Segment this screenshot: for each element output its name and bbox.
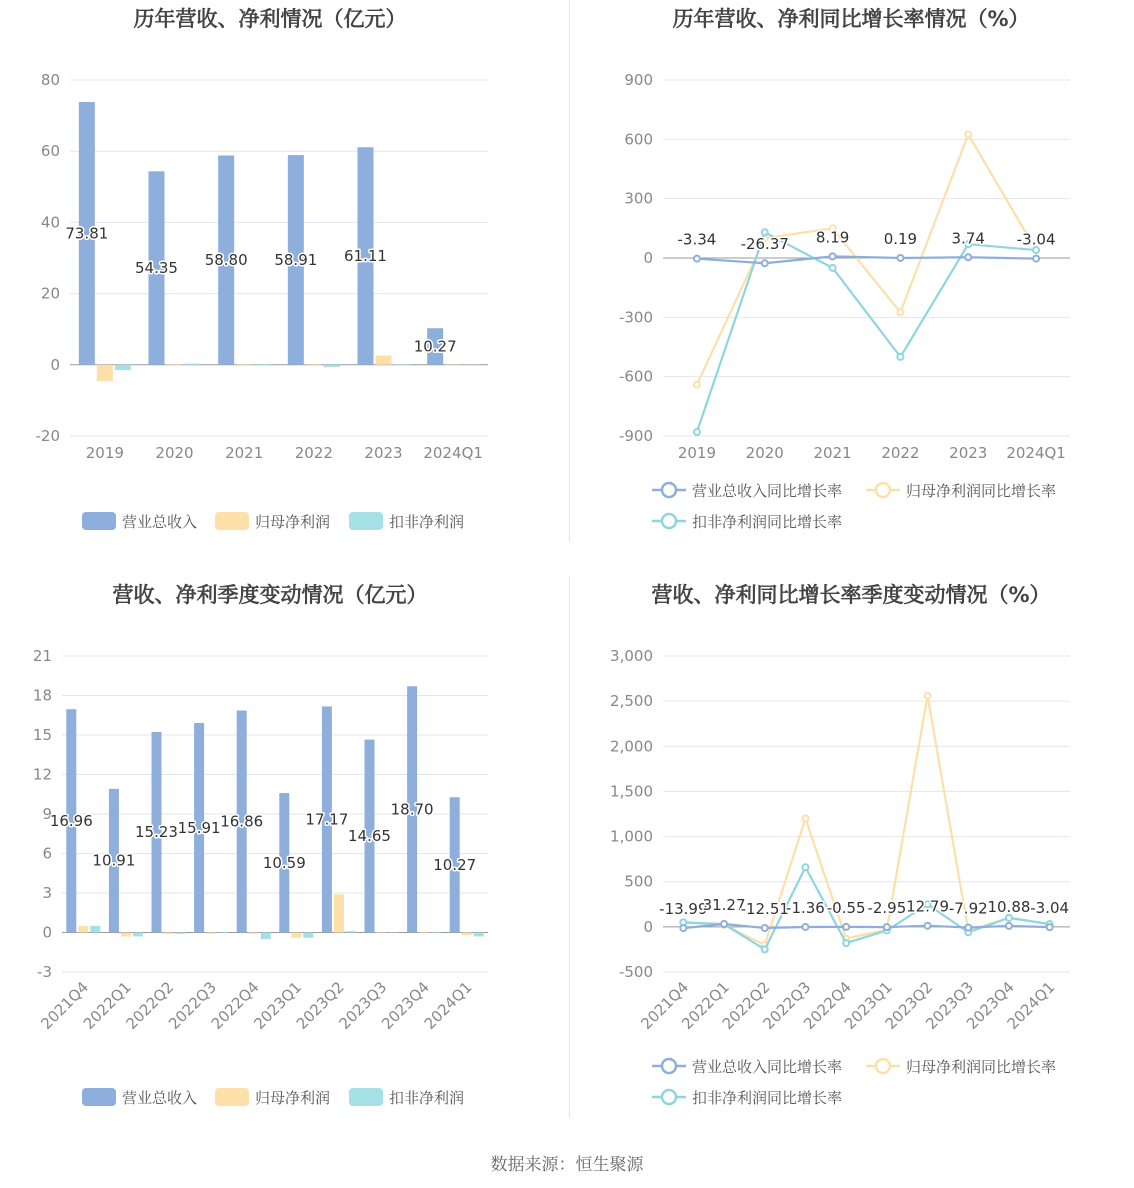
- point-revenue-growth: [721, 921, 727, 927]
- point-revenue-growth: [1006, 923, 1012, 929]
- data-label-revenue-growth: -7.92: [948, 899, 988, 918]
- bar-parent-net-profit: [97, 365, 113, 381]
- point-parent-net-profit-growth: [802, 816, 808, 822]
- bar-parent-net-profit: [419, 933, 429, 934]
- point-revenue-growth: [1033, 256, 1039, 262]
- legend-swatch: [215, 512, 249, 530]
- point-deducted-net-profit-growth: [897, 354, 903, 360]
- data-label-revenue-growth: -2.95: [867, 899, 907, 918]
- x-tick-label: 2024Q1: [1006, 444, 1066, 462]
- data-label-revenue: 10.27: [433, 855, 477, 874]
- y-tick-label: 0: [643, 249, 653, 267]
- line-revenue-growth: [683, 924, 1049, 928]
- chart-quarterly-growth-rate-svg: [567, 576, 1134, 1136]
- data-source-note: 数据来源：恒生聚源: [490, 1155, 644, 1175]
- bar-parent-net-profit: [206, 933, 216, 934]
- y-tick-label: 1,500: [610, 782, 653, 801]
- bar-parent-net-profit: [121, 933, 131, 937]
- bar-deducted-net-profit: [115, 365, 131, 370]
- chart-annual-growth-rate-svg: [567, 0, 1134, 560]
- y-tick-label: 20: [40, 284, 60, 303]
- x-tick-label: 2022Q1: [678, 978, 733, 1033]
- bar-deducted-net-profit: [261, 933, 271, 940]
- data-label-revenue: 16.96: [49, 811, 93, 830]
- legend-swatch: [215, 1088, 249, 1106]
- vertical-divider-bottom: [569, 576, 570, 1118]
- y-tick-label: -300: [618, 308, 653, 327]
- data-label-revenue-growth: -26.37: [740, 235, 789, 254]
- data-label-revenue-growth: 8.19: [815, 228, 850, 247]
- y-tick-label: 900: [624, 71, 653, 89]
- y-tick-label: 2,500: [610, 692, 653, 711]
- point-deducted-net-profit-growth: [802, 864, 808, 870]
- point-revenue-growth: [802, 924, 808, 930]
- bar-parent-net-profit: [376, 356, 392, 365]
- data-label-revenue: 15.91: [177, 818, 221, 837]
- x-tick-label: 2023Q3: [922, 978, 978, 1033]
- data-label-revenue-growth: 31.27: [702, 896, 746, 915]
- y-tick-label: 6: [42, 844, 52, 863]
- data-label-revenue: 10.27: [413, 337, 457, 356]
- bar-parent-net-profit: [306, 364, 322, 365]
- data-label-revenue: 16.86: [220, 812, 264, 831]
- bar-deducted-net-profit: [474, 933, 484, 937]
- point-revenue-growth: [925, 923, 931, 929]
- point-parent-net-profit-growth: [965, 131, 971, 137]
- y-tick-label: -20: [35, 427, 60, 445]
- legend-label: 营业总收入同比增长率: [692, 482, 843, 500]
- x-tick-label: 2023: [949, 444, 988, 462]
- chart-quarterly-growth-rate: [567, 576, 1134, 1146]
- bar-deducted-net-profit: [324, 365, 340, 367]
- y-tick-label: 600: [624, 130, 653, 149]
- data-label-revenue: 14.65: [348, 827, 391, 846]
- legend-label: 归母净利润同比增长率: [906, 482, 1057, 500]
- y-tick-label: 1,000: [610, 827, 653, 846]
- x-tick-label: 2024Q1: [1003, 978, 1059, 1033]
- point-deducted-net-profit-growth: [843, 940, 849, 946]
- y-tick-label: 3: [42, 884, 52, 902]
- x-tick-label: 2019: [677, 444, 717, 462]
- y-tick-label: 3,000: [610, 647, 653, 665]
- legend-swatch: [82, 512, 116, 530]
- bar-deducted-net-profit: [133, 933, 143, 937]
- bar-deducted-net-profit: [90, 926, 100, 933]
- y-tick-label: -600: [618, 367, 653, 386]
- data-label-revenue: 58.91: [274, 250, 318, 269]
- point-revenue-growth: [694, 256, 700, 262]
- point-deducted-net-profit-growth: [694, 429, 700, 435]
- data-label-revenue: 58.80: [204, 251, 248, 270]
- y-tick-label: 0: [50, 355, 60, 374]
- data-label-revenue: 61.11: [344, 247, 387, 266]
- chart-title: 历年营收、净利同比增长率情况（%）: [672, 7, 1030, 31]
- y-tick-label: -500: [618, 963, 653, 981]
- data-label-revenue-growth: 3.74: [951, 229, 985, 248]
- x-tick-label: 2022Q4: [207, 978, 263, 1033]
- y-tick-label: 0: [42, 923, 52, 942]
- y-tick-label: 40: [40, 213, 60, 232]
- bar-deducted-net-profit: [176, 933, 186, 934]
- point-deducted-net-profit-growth: [830, 265, 836, 271]
- y-tick-label: 80: [40, 71, 60, 89]
- data-label-revenue-growth: -3.04: [1016, 230, 1056, 249]
- point-revenue-growth: [762, 260, 768, 266]
- data-label-revenue: 15.23: [135, 823, 178, 842]
- data-label-revenue-growth: 10.88: [987, 897, 1031, 916]
- y-tick-label: 15: [32, 726, 52, 744]
- bar-deducted-net-profit: [389, 933, 399, 934]
- bar-parent-net-profit: [78, 926, 88, 933]
- x-tick-label: 2023Q4: [962, 978, 1018, 1033]
- y-tick-label: -900: [618, 427, 653, 445]
- legend-swatch: [349, 512, 383, 530]
- y-tick-label: 300: [624, 189, 653, 208]
- data-label-revenue-growth: -12.51: [740, 899, 789, 918]
- x-tick-label: 2023: [364, 444, 403, 462]
- chart-annual-growth-rate: [567, 0, 1134, 570]
- legend-label: 归母净利润: [255, 1089, 331, 1107]
- point-revenue-growth: [1047, 924, 1053, 930]
- x-tick-label: 2020: [155, 444, 194, 462]
- bar-deducted-net-profit: [185, 364, 201, 365]
- chart-title: 营收、净利季度变动情况（亿元）: [112, 583, 428, 607]
- data-label-revenue-growth: 12.79: [906, 897, 950, 916]
- x-tick-label: 2022Q3: [759, 978, 815, 1033]
- chart-annual-revenue-profit-svg: [0, 0, 567, 560]
- chart-title: 营收、净利同比增长率季度变动情况（%）: [651, 583, 1051, 607]
- point-revenue-growth: [830, 253, 836, 259]
- x-tick-label: 2023Q2: [292, 978, 348, 1033]
- point-revenue-growth: [965, 254, 971, 260]
- point-parent-net-profit-growth: [694, 382, 700, 388]
- bar-deducted-net-profit: [254, 364, 270, 365]
- legend-label: 扣非净利润: [389, 513, 465, 531]
- bar-parent-net-profit: [236, 364, 252, 365]
- legend-swatch: [349, 1088, 383, 1106]
- legend-marker: [662, 1059, 676, 1073]
- x-tick-label: 2021: [813, 444, 852, 462]
- x-tick-label: 2023Q2: [881, 978, 937, 1033]
- bar-deducted-net-profit: [218, 933, 228, 934]
- legend-label: 扣非净利润同比增长率: [692, 1089, 843, 1107]
- x-tick-label: 2019: [85, 444, 124, 462]
- x-tick-label: 2021Q4: [637, 978, 693, 1033]
- x-tick-label: 2022Q2: [122, 978, 178, 1033]
- data-label-revenue: 10.91: [92, 851, 136, 870]
- point-revenue-growth: [897, 255, 903, 261]
- data-label-revenue: 10.59: [262, 853, 306, 872]
- bar-deducted-net-profit: [346, 931, 356, 932]
- x-tick-label: 2024Q1: [420, 978, 476, 1033]
- legend-label: 营业总收入同比增长率: [692, 1058, 843, 1076]
- data-label-revenue-growth: -3.34: [677, 230, 717, 249]
- bar-deducted-net-profit: [394, 364, 410, 365]
- legend-label: 归母净利润同比增长率: [906, 1058, 1057, 1076]
- bar-deducted-net-profit: [431, 933, 441, 934]
- point-revenue-growth: [965, 925, 971, 931]
- y-tick-label: 2,000: [610, 737, 653, 756]
- bar-parent-net-profit: [445, 365, 461, 366]
- vertical-divider-top: [569, 0, 570, 542]
- legend-marker: [662, 1090, 676, 1104]
- data-label-revenue-growth: -0.55: [826, 898, 866, 917]
- data-label-revenue: 54.35: [135, 259, 178, 278]
- data-label-revenue-growth: -13.99: [659, 900, 708, 919]
- x-tick-label: 2021Q4: [37, 978, 93, 1033]
- point-parent-net-profit-growth: [925, 693, 931, 699]
- line-revenue-growth: [697, 256, 1036, 263]
- x-tick-label: 2023Q3: [335, 978, 391, 1033]
- x-tick-label: 2024Q1: [423, 444, 483, 462]
- bar-parent-net-profit: [291, 933, 301, 938]
- legend-label: 扣非净利润: [389, 1089, 465, 1107]
- point-revenue-growth: [762, 925, 768, 931]
- bar-parent-net-profit: [377, 933, 387, 934]
- legend-marker: [876, 1059, 890, 1073]
- point-parent-net-profit-growth: [897, 309, 903, 315]
- y-tick-label: 9: [42, 805, 52, 823]
- data-label-revenue: 73.81: [65, 224, 109, 243]
- x-tick-label: 2023Q4: [378, 978, 433, 1033]
- bar-deducted-net-profit: [463, 365, 479, 366]
- y-tick-label: 0: [643, 917, 653, 936]
- data-label-revenue-growth: -3.04: [1030, 899, 1070, 918]
- line-parent-net-profit-growth: [697, 134, 1036, 384]
- y-tick-label: 500: [624, 872, 653, 891]
- data-label-revenue-growth: -1.36: [786, 898, 825, 917]
- x-tick-label: 2022Q4: [800, 978, 855, 1033]
- x-tick-label: 2022Q2: [718, 978, 774, 1033]
- bar-deducted-net-profit: [303, 933, 313, 938]
- y-tick-label: 60: [40, 142, 60, 161]
- bar-parent-net-profit: [334, 894, 344, 932]
- legend-swatch: [82, 1088, 116, 1106]
- chart-quarterly-revenue-profit: [0, 576, 567, 1146]
- y-tick-label: 12: [32, 765, 52, 784]
- bar-parent-net-profit: [164, 933, 174, 934]
- data-label-revenue: 17.17: [305, 810, 349, 829]
- data-label-revenue: 18.70: [390, 800, 434, 819]
- chart-title: 历年营收、净利情况（亿元）: [133, 7, 407, 31]
- x-tick-label: 2022: [881, 444, 920, 462]
- x-tick-label: 2020: [745, 444, 784, 462]
- x-tick-label: 2023Q1: [840, 978, 896, 1033]
- x-tick-label: 2023Q1: [250, 978, 306, 1033]
- chart-quarterly-revenue-profit-svg: [0, 576, 567, 1136]
- data-label-revenue-growth: 0.19: [883, 229, 918, 248]
- point-revenue-growth: [680, 925, 686, 931]
- point-deducted-net-profit-growth: [762, 946, 768, 952]
- legend-label: 扣非净利润同比增长率: [692, 513, 843, 531]
- x-tick-label: 2021: [225, 444, 264, 462]
- legend-marker: [876, 483, 890, 497]
- legend-label: 营业总收入: [122, 513, 198, 531]
- y-tick-label: 18: [32, 686, 52, 705]
- bar-parent-net-profit: [249, 933, 259, 934]
- bar-parent-net-profit: [167, 365, 183, 366]
- point-revenue-growth: [843, 924, 849, 930]
- x-tick-label: 2022: [294, 444, 333, 462]
- chart-annual-revenue-profit: [0, 0, 567, 570]
- x-tick-label: 2022Q1: [79, 978, 135, 1033]
- legend-marker: [662, 483, 676, 497]
- legend-label: 归母净利润: [255, 513, 331, 531]
- bar-parent-net-profit: [462, 933, 472, 936]
- legend-marker: [662, 514, 676, 528]
- y-tick-label: 21: [32, 647, 52, 665]
- x-tick-label: 2022Q3: [165, 978, 220, 1033]
- y-tick-label: -3: [37, 963, 52, 981]
- legend-label: 营业总收入: [122, 1089, 198, 1107]
- point-revenue-growth: [884, 924, 890, 930]
